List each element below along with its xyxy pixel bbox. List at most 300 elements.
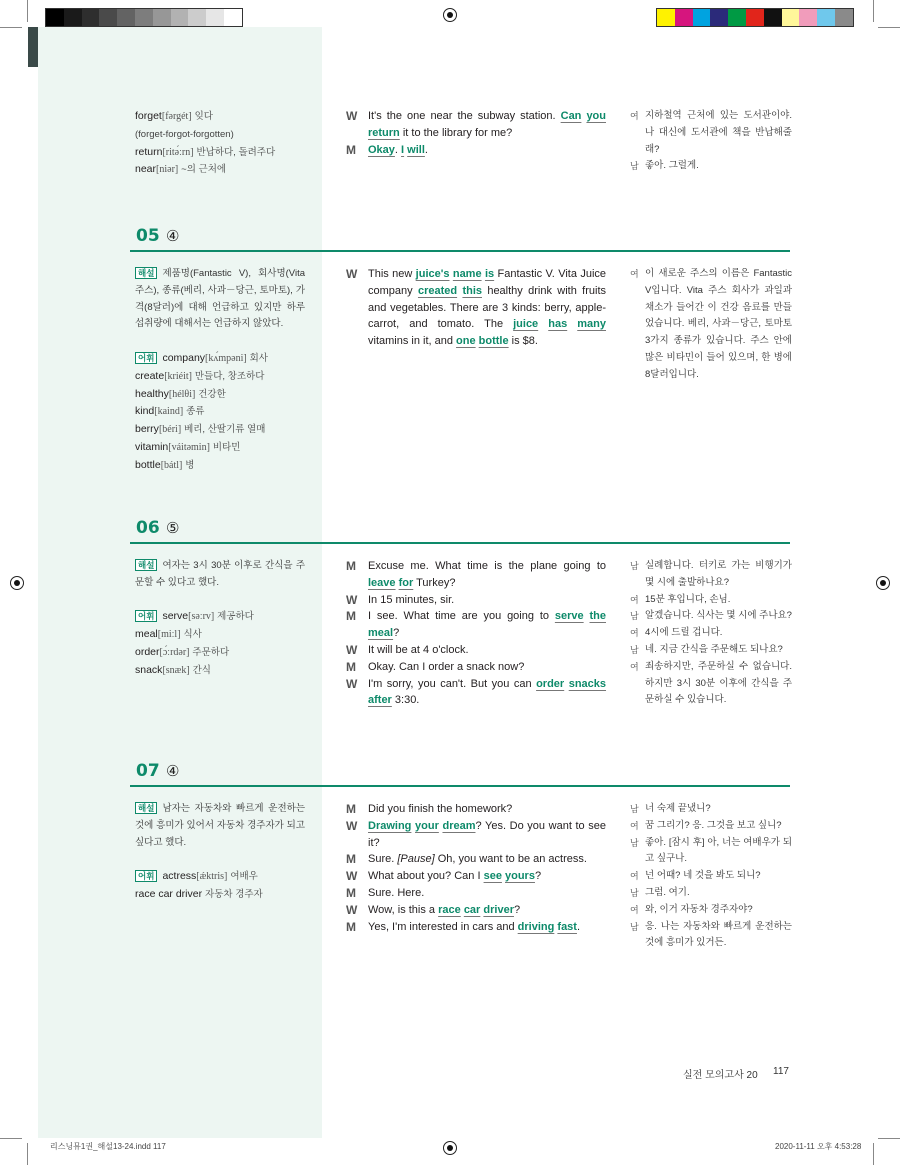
dialogue-line <box>346 659 606 676</box>
explanation-badge: 해설 <box>135 802 157 814</box>
section-divider <box>130 250 790 252</box>
dialogue-korean <box>630 801 792 952</box>
translation-text: 알겠습니다. 식사는 몇 시에 주나요? <box>645 610 792 622</box>
dialogue-text <box>368 676 606 710</box>
text-segment: What about you? Can I <box>368 870 484 883</box>
gray-color-bar <box>45 8 243 27</box>
vocab-item <box>135 386 305 404</box>
speaker-label: 여 <box>630 111 639 121</box>
dialogue-text <box>368 592 606 609</box>
vocab-badge: 어휘 <box>135 352 157 364</box>
vocab-phonetic: [bátl] <box>160 459 183 471</box>
translation-line <box>630 902 792 919</box>
section-number: 05 <box>136 226 160 246</box>
translation-text: 지하철역 근처에 있는 도서관이야. 나 대신에 도서관에 책을 반납해줄래? <box>645 110 792 155</box>
slug-timestamp: 2020-11-11 오후 4:53:28 <box>775 1142 862 1151</box>
color-swatch <box>675 9 693 26</box>
translation-line <box>630 108 792 158</box>
explanation-text: 제품명(Fantastic V), 회사명(Vita 주스), 종류(베리, 사과－당근, 토마토), 가격(8달러)에 대해 언급하고 있지만 하루 섭취량에 대해서는 언급하지 않았다. <box>135 268 305 330</box>
crop-mark <box>873 0 874 22</box>
tab-marker <box>28 27 38 67</box>
text-segment: Oh, you want to be an actress. <box>434 853 587 866</box>
dialogue-line <box>346 902 606 919</box>
dialogue-line <box>346 642 606 659</box>
speaker-label: W <box>346 676 358 691</box>
text-segment: Sure. Here. <box>368 886 425 899</box>
vocab-word: berry <box>135 423 159 436</box>
dialogue-line <box>346 266 606 350</box>
vocab-word: meal <box>135 628 158 641</box>
translation-text: 꿈 그리기? 응. 그것을 보고 싶니? <box>645 819 782 831</box>
dialogue-text <box>368 902 606 919</box>
dialogue-text <box>368 608 606 642</box>
color-swatch <box>782 9 800 26</box>
translation-line <box>630 868 792 885</box>
color-swatch <box>817 9 835 26</box>
translation-text: 좋아. [잠시 후] 아, 너는 여배우가 되고 싶구나. <box>645 836 792 865</box>
text-segment: It's the one near the subway station. <box>368 110 561 122</box>
key-word: race <box>438 903 461 916</box>
vocab-meaning: 병 <box>185 459 195 471</box>
color-swatch <box>835 9 853 26</box>
vocab-word: return <box>135 145 163 158</box>
translation-text: 너 숙제 끝냈니? <box>645 803 711 814</box>
answer-choice: ⑤ <box>166 520 180 537</box>
vocab-word: vitamin <box>135 440 169 453</box>
key-word: after <box>368 694 392 707</box>
translation-line <box>630 608 792 625</box>
translation-text: 응. 나는 자동차와 빠르게 운전하는 것에 흥미가 있거든. <box>645 920 792 949</box>
dialogue-english <box>346 801 606 935</box>
key-word: one <box>456 335 476 348</box>
color-swatch <box>153 9 171 26</box>
vocab-word: bottle <box>135 458 161 471</box>
dialogue-text <box>368 642 606 659</box>
text-segment: . <box>394 143 402 156</box>
translation-line <box>630 642 792 659</box>
key-word: your <box>415 819 439 832</box>
vocab-phonetic: [niər] <box>156 164 179 176</box>
key-word: fast <box>557 920 577 933</box>
vocab-meaning: ~의 근처에 <box>181 164 227 176</box>
translation-line <box>630 801 792 818</box>
dialogue-line <box>346 558 606 592</box>
speaker-label: 여 <box>630 269 639 279</box>
dialogue-korean <box>630 558 792 709</box>
vocab-item <box>135 403 305 421</box>
text-segment: Yes, I'm interested in cars and <box>368 920 518 933</box>
vocab-item <box>135 421 305 439</box>
speaker-label: 여 <box>630 628 639 639</box>
key-word: will <box>407 143 425 156</box>
section-number: 07 <box>136 761 160 781</box>
explanation-column <box>135 266 305 475</box>
vocab-word: forget <box>135 110 162 122</box>
vocab-word: order <box>135 645 160 658</box>
dialogue-line <box>346 801 606 818</box>
speaker-label: 여 <box>630 661 639 672</box>
dialogue-text <box>368 885 606 902</box>
color-swatch <box>99 9 117 26</box>
vocab-word: healthy <box>135 387 169 400</box>
translation-text: 4시에 드릴 겁니다. <box>645 627 723 639</box>
vocab-word: race car driver <box>135 887 203 900</box>
translation-line <box>630 558 792 592</box>
dialogue-english <box>346 558 606 709</box>
dialogue-english <box>346 108 606 158</box>
dialogue-line <box>346 919 606 936</box>
speaker-label: W <box>346 592 358 607</box>
vocab-meaning: 종류 <box>186 406 205 418</box>
explanation-column <box>135 108 305 179</box>
answer-choice: ④ <box>166 763 180 780</box>
translation-text: 와, 이거 자동차 경주자야? <box>645 903 753 915</box>
translation-text: 그럼. 여기. <box>645 886 690 898</box>
speaker-label: 남 <box>630 804 639 814</box>
translation-line <box>630 919 792 953</box>
vocab-meaning: 만들다, 창조하다 <box>194 370 265 382</box>
text-segment: vitamins in it, and <box>368 335 457 348</box>
dialogue-text <box>368 919 606 936</box>
vocab-item <box>135 644 305 662</box>
vocab-badge: 어휘 <box>135 610 157 622</box>
speaker-label: 여 <box>630 904 639 915</box>
translation-line <box>630 818 792 835</box>
explanation-column <box>135 801 305 904</box>
dialogue-line <box>346 818 606 852</box>
translation-text: 네. 지금 간식을 주문해도 되나요? <box>645 643 783 655</box>
dialogue-text <box>368 142 606 159</box>
explanation-text: 여자는 3시 30분 이후로 간식을 주문할 수 있다고 했다. <box>135 560 305 588</box>
key-word: see <box>483 870 502 883</box>
vocab-badge: 어휘 <box>135 870 157 882</box>
key-word: this <box>462 284 482 297</box>
speaker-label: 남 <box>630 921 639 932</box>
vocab-item <box>135 161 305 179</box>
text-segment: healthy drink with fruits and vegetables. There are 3 kinds: berry, apple-carrot, and tomato. The <box>368 284 606 331</box>
key-word: is <box>484 268 495 280</box>
text-segment: [Pause] <box>397 853 435 866</box>
key-word: you <box>586 110 606 122</box>
text-segment: ? <box>534 870 542 883</box>
vocab-word: create <box>135 369 165 382</box>
vocab-phonetic: [fərgét] <box>161 111 192 122</box>
vocab-meaning: 자동차 경주자 <box>205 888 263 900</box>
key-word: created <box>417 284 458 297</box>
vocab-meaning: 간식 <box>192 664 211 676</box>
translation-line <box>630 625 792 642</box>
speaker-label: W <box>346 109 358 123</box>
text-segment: Did you finish the homework? <box>368 803 513 815</box>
key-word: meal <box>368 627 394 640</box>
dialogue-text <box>368 558 606 592</box>
vocab-meaning: 제공하다 <box>217 611 254 623</box>
dialogue-text <box>368 851 606 868</box>
vocab-word: snack <box>135 663 163 676</box>
vocab-phonetic: [ritə́ːrn] <box>162 146 194 158</box>
vocab-meaning: 잊다 <box>194 111 213 122</box>
speaker-label: M <box>346 659 356 674</box>
vocab-item <box>135 626 305 644</box>
crop-mark <box>878 27 900 28</box>
translation-line <box>630 158 792 175</box>
color-swatch <box>82 9 100 26</box>
vocab-word: near <box>135 163 157 176</box>
vocab-word: kind <box>135 405 155 418</box>
vocab-phonetic: [kriéit] <box>164 370 192 382</box>
speaker-label: 남 <box>630 887 639 898</box>
key-word: many <box>577 318 606 331</box>
text-segment: Sure. <box>368 853 398 866</box>
translation-line <box>630 266 792 384</box>
color-swatch <box>206 9 224 26</box>
vocab-item <box>135 368 305 386</box>
key-word: serve <box>554 610 584 623</box>
speaker-label: W <box>346 902 358 917</box>
text-segment: it to the library for me? <box>399 126 513 139</box>
translation-line <box>630 885 792 902</box>
color-swatch <box>117 9 135 26</box>
vocab-meaning: 건강한 <box>198 388 226 400</box>
dialogue-text <box>368 659 606 676</box>
registration-mark-icon <box>443 1141 457 1155</box>
dialogue-line <box>346 868 606 885</box>
slug-filename: 리스닝뮤1권_해설13-24.indd 117 <box>50 1142 166 1151</box>
speaker-label: M <box>346 142 356 157</box>
vocab-item <box>135 457 305 475</box>
vocab-item <box>135 144 305 162</box>
dialogue-line <box>346 108 606 142</box>
crop-mark <box>27 1143 28 1165</box>
speaker-label: M <box>346 559 356 573</box>
text-segment <box>538 318 548 330</box>
vocab-phonetic: [miːl] <box>157 629 181 641</box>
vocab-meaning: 식사 <box>183 629 202 641</box>
color-swatch <box>188 9 206 26</box>
answer-choice: ④ <box>166 228 180 245</box>
speaker-label: W <box>346 267 358 281</box>
key-word: driver <box>483 903 514 916</box>
color-swatch <box>764 9 782 26</box>
translation-text: 좋아. 그럴게. <box>645 160 699 172</box>
color-swatch <box>799 9 817 26</box>
speaker-label: M <box>346 885 356 900</box>
color-swatch <box>46 9 64 26</box>
text-segment: ? <box>513 903 521 916</box>
explanation <box>135 801 305 851</box>
speaker-label: M <box>346 802 356 816</box>
speaker-label: W <box>346 818 358 833</box>
explanation-text: 남자는 자동차와 빠르게 운전하는 것에 흥미가 있어서 자동차 경주자가 되고 싶다고 했다. <box>135 803 305 848</box>
vocab-item <box>135 868 305 886</box>
color-swatch <box>710 9 728 26</box>
vocab-item <box>135 886 305 904</box>
dialogue-line <box>346 851 606 868</box>
speaker-label: 여 <box>630 594 639 605</box>
registration-mark-icon <box>876 576 890 590</box>
dialogue-korean <box>630 266 792 384</box>
vocab-phonetic: [kaind] <box>154 406 184 418</box>
dialogue-text <box>368 868 606 885</box>
vocab-meaning: 베리, 산딸기류 열매 <box>184 424 266 436</box>
speaker-label: 남 <box>630 611 639 622</box>
speaker-label: 남 <box>630 644 639 655</box>
text-segment: . <box>424 143 428 156</box>
dialogue-english <box>346 266 606 350</box>
text-segment <box>567 318 577 330</box>
text-segment: ? <box>393 627 400 640</box>
key-word: has <box>548 318 568 331</box>
spacer <box>135 851 305 868</box>
vocab-word: actress <box>162 870 197 883</box>
vocab-item <box>135 126 305 144</box>
text-segment: In 15 minutes, sir. <box>368 593 455 606</box>
speaker-label: W <box>346 869 358 884</box>
color-swatch <box>224 9 242 26</box>
book-title: 실전 모의고사 20 <box>683 1070 758 1081</box>
text-segment: I'm sorry, you can't. But you can <box>368 677 537 690</box>
translation-text: 넌 어때? 네 것을 봐도 되니? <box>645 870 761 882</box>
key-word: dream <box>442 819 476 832</box>
speaker-label: 여 <box>630 871 639 882</box>
explanation <box>135 266 305 333</box>
vocab-word: company <box>162 351 206 364</box>
translation-text: 실례합니다. 터키로 가는 비행기가 몇 시에 출발하나요? <box>645 560 792 588</box>
key-word: driving <box>517 920 555 933</box>
registration-mark-icon <box>443 8 457 22</box>
explanation-column <box>135 558 305 680</box>
key-word: name <box>452 268 482 280</box>
key-word: for <box>398 576 414 589</box>
vocab-meaning: 반납하다, 돌려주다 <box>196 146 276 158</box>
translation-text: 이 새로운 주스의 이름은 Fantastic V입니다. Vita 주스 회사가 과일과 채소가 들어간 이 건강 음료를 만들었습니다. 베리, 사과－당근, 토마토 3가지 종류가 있습니다. 주스 안에 많은 비타민이 들어 있으며, 한 병에 8달러입니다. <box>645 268 792 380</box>
key-word: yours <box>505 870 535 883</box>
section-number: 06 <box>136 518 160 538</box>
text-segment: This new <box>368 268 416 280</box>
text-segment: Turkey? <box>413 576 456 589</box>
page-number: 117 <box>773 1066 789 1077</box>
key-word: juice's <box>415 268 450 280</box>
crop-mark <box>0 1138 22 1139</box>
color-swatch <box>746 9 764 26</box>
key-word: the <box>589 610 606 623</box>
vocab-item <box>135 439 305 457</box>
dialogue-line <box>346 885 606 902</box>
text-segment: I see. What time are you going to <box>368 610 555 623</box>
key-word: Can <box>560 110 582 122</box>
translation-line <box>630 659 792 709</box>
color-swatch <box>657 9 675 26</box>
key-word: Okay <box>368 143 395 156</box>
dialogue-text <box>368 818 606 852</box>
text-segment: Okay. Can I order a snack now? <box>368 660 525 673</box>
key-word: bottle <box>478 335 509 348</box>
crop-mark <box>873 1143 874 1165</box>
vocab-phonetic: [kʌ́mpəni] <box>205 352 247 364</box>
dialogue-line <box>346 676 606 710</box>
dialogue-line <box>346 142 606 159</box>
key-word: order <box>536 677 565 690</box>
vocab-meaning: 회사 <box>249 352 268 364</box>
vocab-phonetic: [ɔ́ːrdər] <box>159 646 190 658</box>
key-word: car <box>463 903 481 916</box>
vocab-meaning: (forget-forgot-forgotten) <box>135 128 234 140</box>
key-word: juice <box>513 318 539 331</box>
dialogue-text <box>368 108 606 142</box>
translation-text: 죄송하지만, 주문하실 수 없습니다. 하지만 3시 30분 이후에 간식을 주문하실 수 있습니다. <box>645 660 792 706</box>
color-swatch <box>728 9 746 26</box>
spacer <box>135 333 305 350</box>
dialogue-line <box>346 592 606 609</box>
explanation-badge: 해설 <box>135 267 157 279</box>
vocab-phonetic: [ǽktris] <box>196 871 228 883</box>
crop-mark <box>27 0 28 22</box>
speaker-label: M <box>346 609 356 624</box>
speaker-label: W <box>346 642 358 657</box>
text-segment: . <box>576 920 581 933</box>
vocab-item <box>135 350 305 368</box>
text-segment: 3:30. <box>391 694 420 707</box>
color-swatch <box>135 9 153 26</box>
text-segment: ? Yes. Do you want to see it? <box>368 819 606 849</box>
color-swatch <box>693 9 711 26</box>
vocab-meaning: 비타민 <box>212 441 241 453</box>
key-word: I <box>401 143 405 156</box>
vocab-meaning: 주문하다 <box>192 646 230 658</box>
explanation <box>135 558 305 592</box>
translation-line <box>630 592 792 609</box>
cmyk-color-bar <box>656 8 854 27</box>
text-segment: Wow, is this a <box>368 903 439 916</box>
translation-line <box>630 835 792 869</box>
speaker-label: M <box>346 919 356 934</box>
registration-mark-icon <box>10 576 24 590</box>
vocab-phonetic: [səːrv] <box>188 611 215 623</box>
vocab-item <box>135 108 305 126</box>
section-divider <box>130 785 790 787</box>
dialogue-line <box>346 608 606 642</box>
text-segment: Excuse me. What time is the plane going to <box>368 560 606 572</box>
vocab-meaning: 여배우 <box>230 871 258 883</box>
vocab-item <box>135 608 305 626</box>
vocab-phonetic: [hélθi] <box>168 388 196 400</box>
dialogue-text <box>368 266 606 350</box>
dialogue-text <box>368 801 606 818</box>
translation-text: 15분 후입니다, 손님. <box>645 593 731 605</box>
section-divider <box>130 542 790 544</box>
speaker-label: 남 <box>630 161 639 172</box>
speaker-label: 여 <box>630 820 639 831</box>
text-segment: is $8. <box>508 335 538 348</box>
key-word: return <box>368 126 400 139</box>
speaker-label: 남 <box>630 561 639 571</box>
key-word: Drawing <box>368 819 412 832</box>
explanation-badge: 해설 <box>135 559 157 571</box>
color-swatch <box>64 9 82 26</box>
text-segment: Fantastic V. Vita Juice company <box>368 268 606 297</box>
vocab-phonetic: [béri] <box>158 424 182 436</box>
text-segment: It will be at 4 o'clock. <box>368 643 469 656</box>
crop-mark <box>878 1138 900 1139</box>
speaker-label: M <box>346 852 356 867</box>
key-word: leave <box>368 576 396 589</box>
key-word: snacks <box>568 677 607 690</box>
speaker-label: 남 <box>630 837 639 848</box>
crop-mark <box>0 27 22 28</box>
vocab-phonetic: [snæk] <box>162 664 190 676</box>
vocab-item <box>135 662 305 680</box>
vocab-phonetic: [váitəmin] <box>168 441 210 453</box>
